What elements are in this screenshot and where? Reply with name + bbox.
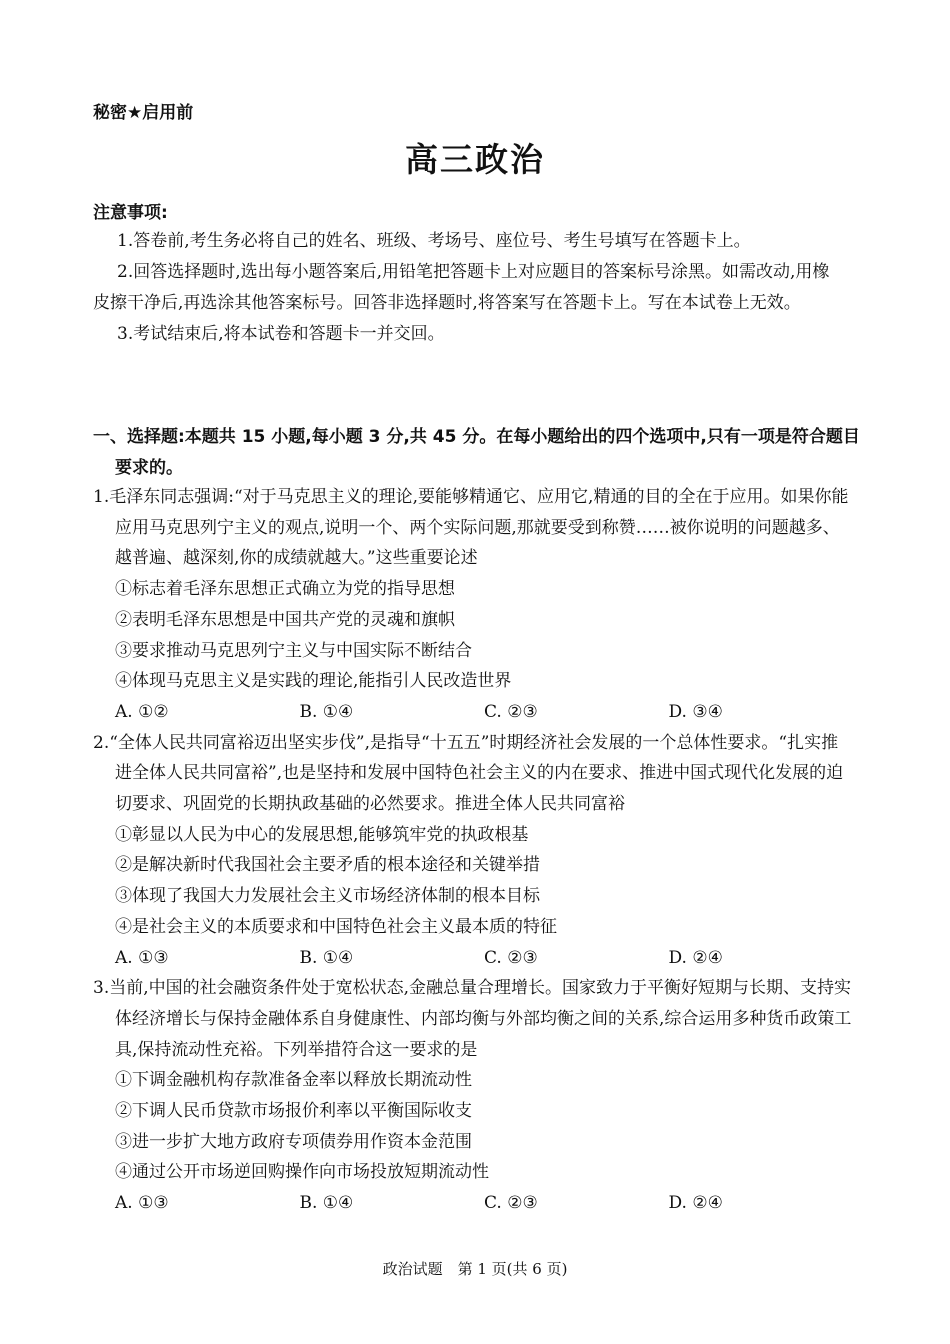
statement-option: ③体现了我国大力发展社会主义市场经济体制的根本目标	[115, 886, 540, 907]
statement-option: ④通过公开市场逆回购操作向市场投放短期流动性	[115, 1162, 489, 1183]
notice-item: 3.考试结束后,将本试卷和答题卡一并交回。	[117, 324, 445, 344]
notice-heading: 注意事项:	[93, 203, 168, 223]
confidential-label: 秘密★启用前	[93, 103, 194, 123]
statement-option: ③要求推动马克思列宁主义与中国实际不断结合	[115, 640, 472, 661]
choice-d: D. ②④	[668, 1193, 723, 1214]
question-3	[93, 973, 853, 1219]
statement-option: ④是社会主义的本质要求和中国特色社会主义最本质的特征	[115, 916, 557, 937]
statement-option: ②是解决新时代我国社会主要矛盾的根本途径和关键举措	[115, 855, 540, 876]
question-1	[93, 482, 853, 728]
choice-a: A. ①③	[115, 947, 169, 968]
choice-b: B. ①④	[299, 947, 354, 968]
choice-a: A. ①③	[115, 1193, 169, 1214]
page-footer: 政治试题 第 1 页(共 6 页)	[382, 1260, 568, 1278]
statement-option: ①标志着毛泽东思想正式确立为党的指导思想	[115, 579, 455, 600]
notice-item: 1.答卷前,考生务必将自己的姓名、班级、考场号、座位号、考生号填写在答题卡上。	[117, 231, 751, 251]
choice-d: D. ②④	[668, 947, 723, 968]
choice-c: C. ②③	[484, 701, 538, 722]
statement-option: ①彰显以人民为中心的发展思想,能够筑牢党的执政根基	[115, 824, 529, 845]
question-stem: 1.毛泽东同志强调:“对于马克思主义的理论,要能够精通它、应用它,精通的目的全在于应用。如果你能应用马克思列宁主义的观点,说明一个、两个实际问题,那就要受到称赞……被你说明的问题越多、越普遍、越深刻,你的成绩就越大。”这些重要论述	[93, 487, 849, 569]
answer-choices	[93, 1188, 853, 1219]
choice-c: C. ②③	[484, 947, 538, 968]
question-2	[93, 728, 853, 974]
answer-choices	[93, 697, 853, 728]
notice-list	[93, 226, 845, 350]
section-heading: 一、选择题:本题共 15 小题,每小题 3 分,共 45 分。在每小题给出的四个选项中,只有一项是符合题目要求的。	[93, 427, 860, 478]
question-stem: 2.“全体人民共同富裕迈出坚实步伐”,是指导“十五五”时期经济社会发展的一个总体性要求。“扎实推进全体人民共同富裕”,也是坚持和发展中国特色社会主义的内在要求、推进中国式现代化发展的迫切要求、巩固党的长期执政基础的必然要求。推进全体人民共同富裕	[93, 732, 844, 815]
choice-b: B. ①④	[299, 701, 354, 722]
answer-choices	[93, 943, 853, 974]
question-list	[93, 482, 853, 1219]
choice-a: A. ①②	[115, 701, 169, 722]
statement-option: ④体现马克思主义是实践的理论,能指引人民改造世界	[115, 671, 512, 692]
statement-option: ②表明毛泽东思想是中国共产党的灵魂和旗帜	[115, 609, 455, 630]
notice-item: 2.回答选择题时,选出每小题答案后,用铅笔把答题卡上对应题目的答案标号涂黑。如需改动,用橡皮擦干净后,再选涂其他答案标号。回答非选择题时,将答案写在答题卡上。写在本试卷上无效。	[93, 262, 830, 313]
choice-d: D. ③④	[668, 701, 723, 722]
statement-option: ①下调金融机构存款准备金率以释放长期流动性	[115, 1070, 472, 1091]
statement-option: ③进一步扩大地方政府专项债券用作资本金范围	[115, 1131, 472, 1152]
choice-c: C. ②③	[484, 1193, 538, 1214]
question-stem: 3.当前,中国的社会融资条件处于宽松状态,金融总量合理增长。国家致力于平衡好短期与长期、支持实体经济增长与保持金融体系自身健康性、内部均衡与外部均衡之间的关系,综合运用多种货币政策工具,保持流动性充裕。下列举措符合这一要求的是	[93, 978, 852, 1060]
page-title: 高三政治	[405, 140, 545, 179]
statement-option: ②下调人民币贷款市场报价利率以平衡国际收支	[115, 1101, 472, 1122]
choice-b: B. ①④	[299, 1193, 354, 1214]
